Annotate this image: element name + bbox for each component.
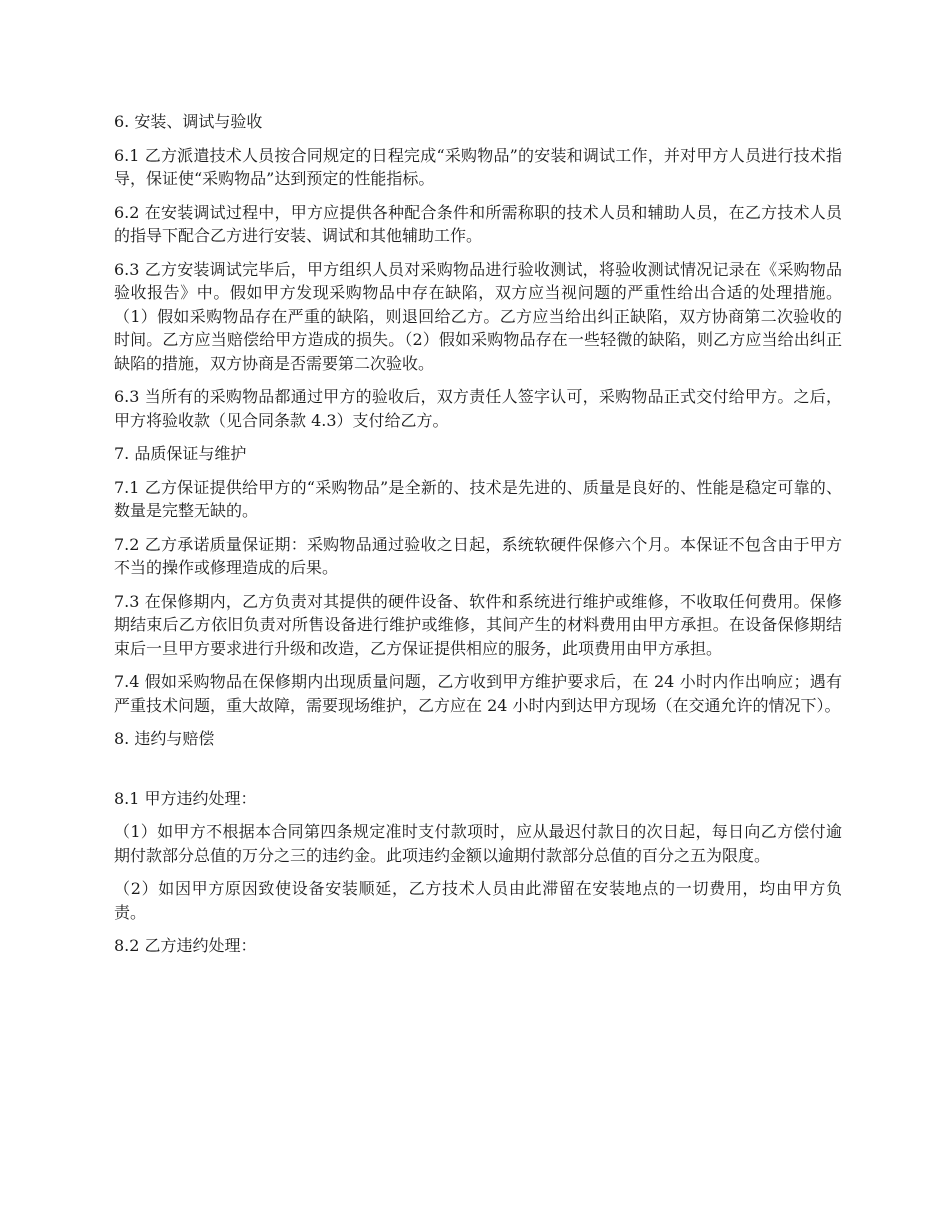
clause-8-2: 8.2 乙方违约处理： [114,936,257,955]
clause-6-3-acceptance: 6.3 当所有的采购物品都通过甲方的验收后，双方责任人签字认可，采购物品正式交付给甲方。之后，甲方将验收款（见合同条款 4.3）支付给乙方。 [114,387,842,430]
clause-7-4: 7.4 假如采购物品在保修期内出现质量问题，乙方收到甲方维护要求后，在 24 小时内作出响应；遇有严重技术问题，重大故障，需要现场维护，乙方应在 24 小时内到达甲方现场（在交通允许的情况下）。 [114,672,842,715]
document-page [114,110,842,968]
clause-8-1-item-2: （2）如因甲方原因致使设备安装顺延，乙方技术人员由此滞留在安装地点的一切费用，均由甲方负责。 [114,879,842,922]
clause-8-1-item-1: （1）如甲方不根据本合同第四条规定准时支付款项时，应从最迟付款日的次日起，每日向乙方偿付逾期付款部分总值的万分之三的违约金。此项违约金额以逾期付款部分总值的百分之五为限度。 [114,822,842,865]
clause-8-1: 8.1 甲方违约处理： [114,788,257,808]
clause-6-3: 6.3 乙方安装调试完毕后，甲方组织人员对采购物品进行验收测试，将验收测试情况记录在《采购物品验收报告》中。假如甲方发现采购物品中存在缺陷，双方应当视问题的严重性给出合适的处理措施。（1）假如采购物品存在严重的缺陷，则退回给乙方。乙方应当给出纠正缺陷，双方协商第二次验收的时间。乙方应当赔偿给甲方造成的损失。（2）假如采购物品存在一些轻微的缺陷，则乙方应当给出纠正缺陷的措施，双方协商是否需要第二次验收。 [114,259,842,373]
clause-6-2: 6.2 在安装调试过程中，甲方应提供各种配合条件和所需称职的技术人员和辅助人员，在乙方技术人员的指导下配合乙方进行安装、调试和其他辅助工作。 [114,202,842,245]
section-heading-6: 6. 安装、调试与验收 [114,112,263,131]
section-heading-7: 7. 品质保证与维护 [114,444,247,463]
clause-7-3: 7.3 在保修期内，乙方负责对其提供的硬件设备、软件和系统进行维护或维修，不收取任何费用。保修期结束后乙方依旧负责对所售设备进行维护或维修，其间产生的材料费用由甲方承担。在设备保修期结束后一旦甲方要求进行升级和改造，乙方保证提供相应的服务，此项费用由甲方承担。 [114,591,842,658]
clause-6-1: 6.1 乙方派遣技术人员按合同规定的日程完成“采购物品”的安装和调试工作，并对甲方人员进行技术指导，保证使“采购物品”达到预定的性能指标。 [114,145,842,188]
clause-7-1: 7.1 乙方保证提供给甲方的“采购物品”是全新的、技术是先进的、质量是良好的、性能是稳定可靠的、数量是完整无缺的。 [114,477,842,520]
clause-7-2: 7.2 乙方承诺质量保证期：采购物品通过验收之日起，系统软硬件保修六个月。本保证不包含由于甲方不当的操作或修理造成的后果。 [114,534,842,577]
section-heading-8: 8. 违约与赔偿 [114,729,215,748]
